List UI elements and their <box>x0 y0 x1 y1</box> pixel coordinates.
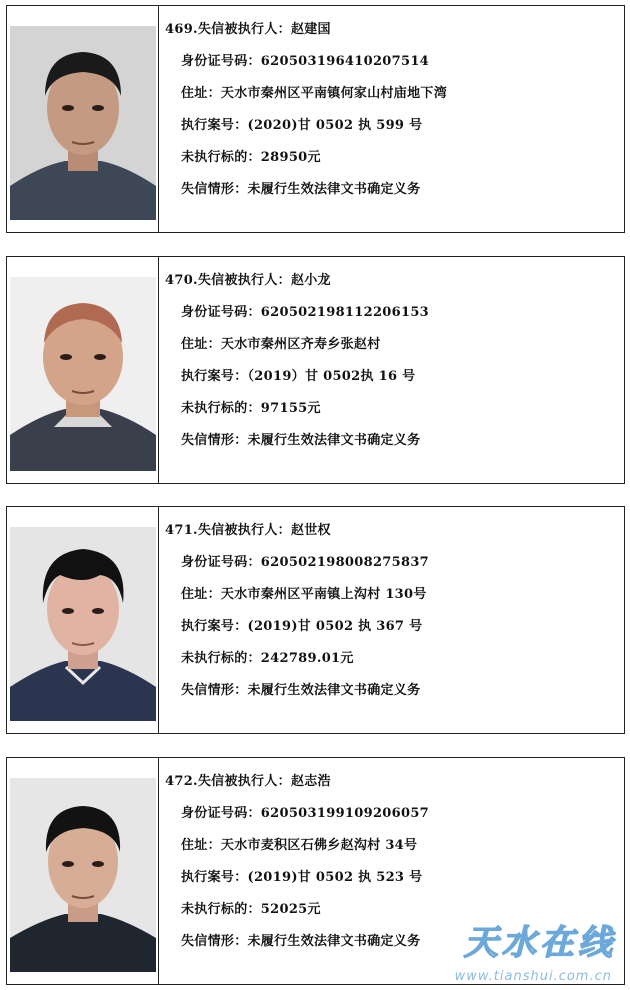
watermark-url: www.tianshui.com.cn <box>454 969 612 984</box>
record-info <box>165 515 616 707</box>
record-info <box>165 14 616 206</box>
case-number: 执行案号：（2019）甘 0502执 16 号 <box>181 369 416 384</box>
case-number: 执行案号：(2020)甘 0502 执 599 号 <box>181 118 423 133</box>
person-photo <box>10 527 156 721</box>
address: 住址：天水市秦州区齐寿乡张赵村 <box>181 337 381 352</box>
id-number: 身份证号码：620502198008275837 <box>181 555 430 570</box>
photo-cell <box>7 507 159 733</box>
site-watermark <box>442 918 622 988</box>
address: 住址：天水市秦州区平南镇上沟村 130号 <box>181 587 427 602</box>
person-photo <box>10 26 156 220</box>
person-photo <box>10 778 156 972</box>
portrait-image <box>10 527 156 721</box>
dishonesty-situation: 失信情形：未履行生效法律文书确定义务 <box>181 934 421 949</box>
unexecuted-amount: 未执行标的：97155元 <box>181 401 321 416</box>
photo-cell <box>7 6 159 232</box>
record-card-470 <box>6 256 625 484</box>
id-number: 身份证号码：620503199109206057 <box>181 806 430 821</box>
record-card-471 <box>6 506 625 734</box>
address: 住址：天水市麦积区石佛乡赵沟村 34号 <box>181 838 418 853</box>
record-title: 469.失信被执行人：赵建国 <box>165 22 331 37</box>
portrait-image <box>10 26 156 220</box>
id-number: 身份证号码：620502198112206153 <box>181 305 430 320</box>
dishonesty-situation: 失信情形：未履行生效法律文书确定义务 <box>181 182 421 197</box>
id-number: 身份证号码：620503196410207514 <box>181 54 430 69</box>
case-number: 执行案号：(2019)甘 0502 执 523 号 <box>181 870 423 885</box>
portrait-image <box>10 778 156 972</box>
unexecuted-amount: 未执行标的：52025元 <box>181 902 321 917</box>
dishonesty-situation: 失信情形：未履行生效法律文书确定义务 <box>181 433 421 448</box>
record-title: 471.失信被执行人：赵世权 <box>165 523 331 538</box>
photo-cell <box>7 257 159 483</box>
record-card-469 <box>6 5 625 233</box>
portrait-image <box>10 277 156 471</box>
record-title: 470.失信被执行人：赵小龙 <box>165 273 331 288</box>
case-number: 执行案号：(2019)甘 0502 执 367 号 <box>181 619 423 634</box>
person-photo <box>10 277 156 471</box>
dishonesty-situation: 失信情形：未履行生效法律文书确定义务 <box>181 683 421 698</box>
photo-cell <box>7 758 159 984</box>
unexecuted-amount: 未执行标的：242789.01元 <box>181 651 354 666</box>
record-title: 472.失信被执行人：赵志浩 <box>165 774 331 789</box>
watermark-logo-text: 天水在线 <box>464 923 616 963</box>
address: 住址：天水市秦州区平南镇何家山村庙地下湾 <box>181 86 448 101</box>
record-info <box>165 265 616 457</box>
unexecuted-amount: 未执行标的：28950元 <box>181 150 321 165</box>
